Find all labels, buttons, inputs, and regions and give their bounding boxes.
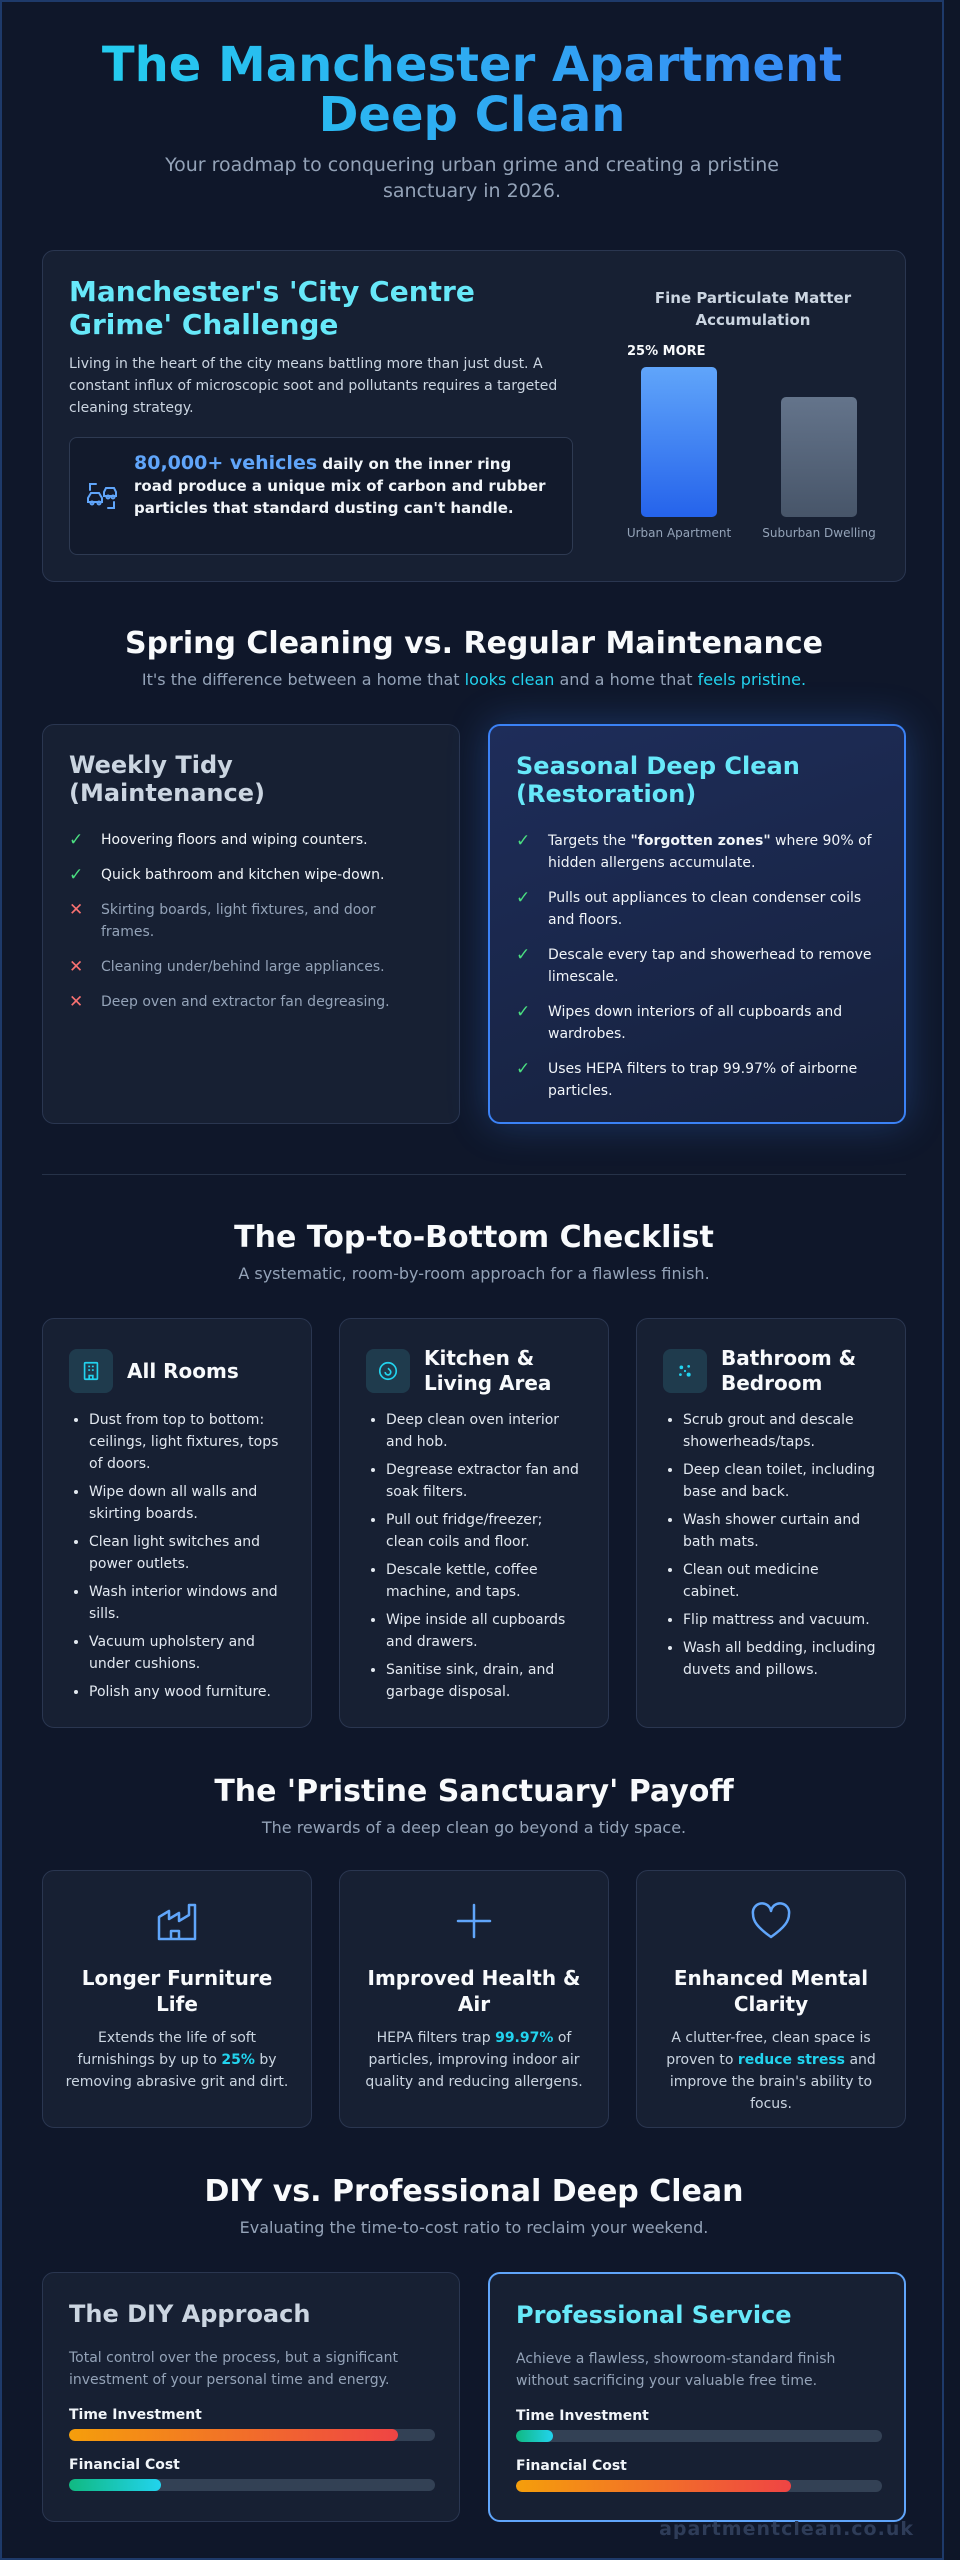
list-item: ✕ Deep oven and extractor fan degreasing. [69, 992, 390, 1012]
bar-1 [781, 397, 857, 517]
diy-time-bar [69, 2429, 435, 2441]
weekly-tidy-list [69, 829, 433, 1013]
list-item: • Vacuum upholstery and under cushions. [89, 1631, 285, 1675]
heart-icon [659, 1897, 883, 1949]
payoff-card-title: Enhanced Mental Clarity [673, 1966, 869, 2016]
pro-description: Achieve a flawless, showroom-standard finish without sacrificing your valuable free time. [516, 2351, 836, 2389]
vehicle-stat-text: daily on the inner ring road produce a unique mix of carbon and rubber particles that standard dusting can't handle. [134, 455, 546, 517]
bar-label-1: Suburban Dwelling [762, 526, 876, 540]
payoff-card-title: Longer Furniture Life [81, 1966, 273, 2016]
pro-title: Professional Service [516, 2301, 792, 2329]
pro-time-fill [516, 2430, 553, 2442]
traffic-icon [84, 478, 120, 514]
building-icon [69, 1349, 113, 1393]
check-icon: ✓ [516, 831, 531, 851]
list-item: • Scrub grout and descale showerheads/taps. [683, 1409, 879, 1453]
pro-cost-bar [516, 2480, 882, 2492]
list-item: ✓ Targets the "forgotten zones" where 90% of hidden allergens accumulate. [516, 831, 872, 871]
room-card [339, 1318, 609, 1728]
bar-chart-svg [623, 331, 883, 557]
list-item: • Deep clean toilet, including base and back. [683, 1459, 879, 1503]
seasonal-title: Seasonal Deep Clean (Restoration) [516, 752, 800, 808]
check-icon: ✓ [516, 1059, 531, 1079]
list-item: • Wipe down all walls and skirting boards. [89, 1481, 285, 1525]
vehicle-stat-box [69, 437, 573, 555]
room-task-list [663, 1409, 879, 1681]
list-item: • Flip mattress and vacuum. [683, 1609, 879, 1631]
chart-title: Fine Particulate Matter Accumulation [654, 289, 852, 329]
section-divider [42, 1174, 906, 1175]
list-item: ✓ Hoovering floors and wiping counters. [69, 830, 368, 850]
diy-description: Total control over the process, but a significant investment of your personal time and energy. [69, 2350, 398, 2388]
vehicle-stat-highlight: 80,000+ vehicles [134, 452, 318, 474]
room-card [636, 1318, 906, 1728]
list-item: • Wipe inside all cupboards and drawers. [386, 1609, 582, 1653]
diy-time-fill [69, 2429, 398, 2441]
diy-pro-title: DIY vs. Professional Deep Clean [204, 2174, 744, 2209]
weekly-tidy-card [42, 724, 460, 1124]
payoff-card [42, 1870, 312, 2128]
pro-cost-fill [516, 2480, 791, 2492]
cross-icon: ✕ [69, 900, 84, 920]
diy-time-label: Time Investment [69, 2407, 202, 2423]
list-item: • Sanitise sink, drain, and garbage disposal. [386, 1659, 582, 1703]
particulate-chart [623, 287, 883, 557]
check-icon: ✓ [69, 865, 84, 885]
list-item: • Dust from top to bottom: ceilings, light fixtures, tops of doors. [89, 1409, 285, 1475]
payoff-card-text: A clutter-free, clean space is proven to reduce stress and improve the brain's ability to focus. [666, 2030, 876, 2112]
bar-label-0: Urban Apartment [626, 526, 732, 540]
payoff-card [339, 1870, 609, 2128]
payoff-card-text: Extends the life of soft furnishings by up to 25% by removing abrasive grit and dirt. [65, 2030, 289, 2090]
professional-card [488, 2272, 906, 2522]
list-item: ✓ Pulls out appliances to clean condenser coils and floors. [516, 888, 862, 928]
bar-0 [641, 367, 717, 517]
room-task-list [366, 1409, 582, 1703]
grime-intro: Living in the heart of the city means battling more than just dust. A constant influx of microscopic soot and pollutants requires a targeted cleaning strategy. [69, 356, 558, 416]
room-title: Bathroom & Bedroom [721, 1346, 857, 1395]
seasonal-list [516, 830, 878, 1102]
room-card [42, 1318, 312, 1728]
room-task-list [69, 1409, 285, 1703]
list-item: ✕ Skirting boards, light fixtures, and door frames. [69, 900, 376, 940]
list-item: • Deep clean oven interior and hob. [386, 1409, 582, 1453]
payoff-card-title: Improved Health & Air [367, 1966, 581, 2016]
payoff-title: The 'Pristine Sanctuary' Payoff [214, 1774, 734, 1809]
diy-card [42, 2272, 460, 2522]
list-item: • Wash interior windows and sills. [89, 1581, 285, 1625]
diy-cost-bar [69, 2479, 435, 2491]
spray-icon [366, 1349, 410, 1393]
page-title: The Manchester Apartment Deep Clean [32, 40, 912, 140]
list-item: ✓ Wipes down interiors of all cupboards and wardrobes. [516, 1002, 843, 1042]
plus-icon [362, 1897, 586, 1949]
payoff-card [636, 1870, 906, 2128]
pro-time-label: Time Investment [516, 2408, 649, 2424]
payoff-subtitle: The rewards of a deep clean go beyond a tidy space. [261, 1818, 687, 1837]
checklist-title: The Top-to-Bottom Checklist [234, 1220, 714, 1255]
cross-icon: ✕ [69, 992, 84, 1012]
check-icon: ✓ [69, 830, 84, 850]
compare-subtitle: It's the difference between a home that looks clean and a home that feels pristine. [141, 670, 807, 689]
pro-cost-label: Financial Cost [516, 2458, 627, 2474]
list-item: • Wash shower curtain and bath mats. [683, 1509, 879, 1553]
list-item: • Pull out fridge/freezer; clean coils and floor. [386, 1509, 582, 1553]
list-item: ✓ Uses HEPA filters to trap 99.97% of airborne particles. [516, 1059, 858, 1099]
list-item: • Degrease extractor fan and soak filters. [386, 1459, 582, 1503]
check-icon: ✓ [516, 945, 531, 965]
list-item: • Clean out medicine cabinet. [683, 1559, 879, 1603]
compare-title: Spring Cleaning vs. Regular Maintenance [124, 626, 824, 661]
page-subtitle: Your roadmap to conquering urban grime and creating a pristine sanctuary in 2026. [165, 154, 779, 202]
payoff-card-text: HEPA filters trap 99.97% of particles, improving indoor air quality and reducing allergens. [365, 2030, 583, 2090]
list-item: • Wash all bedding, including duvets and pillows. [683, 1637, 879, 1681]
factory-icon [65, 1897, 289, 1949]
pro-time-bar [516, 2430, 882, 2442]
list-item: ✓ Quick bathroom and kitchen wipe-down. [69, 865, 385, 885]
list-item: • Descale kettle, coffee machine, and taps. [386, 1559, 582, 1603]
check-icon: ✓ [516, 1002, 531, 1022]
watermark: apartmentclean.co.uk [659, 2518, 914, 2540]
diy-cost-label: Financial Cost [69, 2457, 180, 2473]
list-item: • Clean light switches and power outlets. [89, 1531, 285, 1575]
diy-cost-fill [69, 2479, 161, 2491]
hero [2, 2, 942, 204]
list-item: • Polish any wood furniture. [89, 1681, 285, 1703]
room-title: All Rooms [127, 1358, 239, 1383]
grime-challenge-card [42, 250, 906, 582]
check-icon: ✓ [516, 888, 531, 908]
list-item: ✕ Cleaning under/behind large appliances. [69, 957, 385, 977]
list-item: ✓ Descale every tap and showerhead to remove limescale. [516, 945, 872, 985]
diy-title: The DIY Approach [69, 2300, 311, 2328]
diy-pro-subtitle: Evaluating the time-to-cost ratio to reclaim your weekend. [239, 2218, 709, 2237]
bar-annotation: 25% MORE [627, 344, 706, 359]
sparkles-icon [663, 1349, 707, 1393]
seasonal-deep-clean-card [488, 724, 906, 1124]
cross-icon: ✕ [69, 957, 84, 977]
weekly-tidy-title: Weekly Tidy (Maintenance) [69, 751, 265, 807]
room-title: Kitchen & Living Area [424, 1346, 552, 1395]
grime-title: Manchester's 'City Centre Grime' Challenge [69, 275, 475, 341]
checklist-subtitle: A systematic, room-by-room approach for a flawless finish. [238, 1264, 710, 1283]
